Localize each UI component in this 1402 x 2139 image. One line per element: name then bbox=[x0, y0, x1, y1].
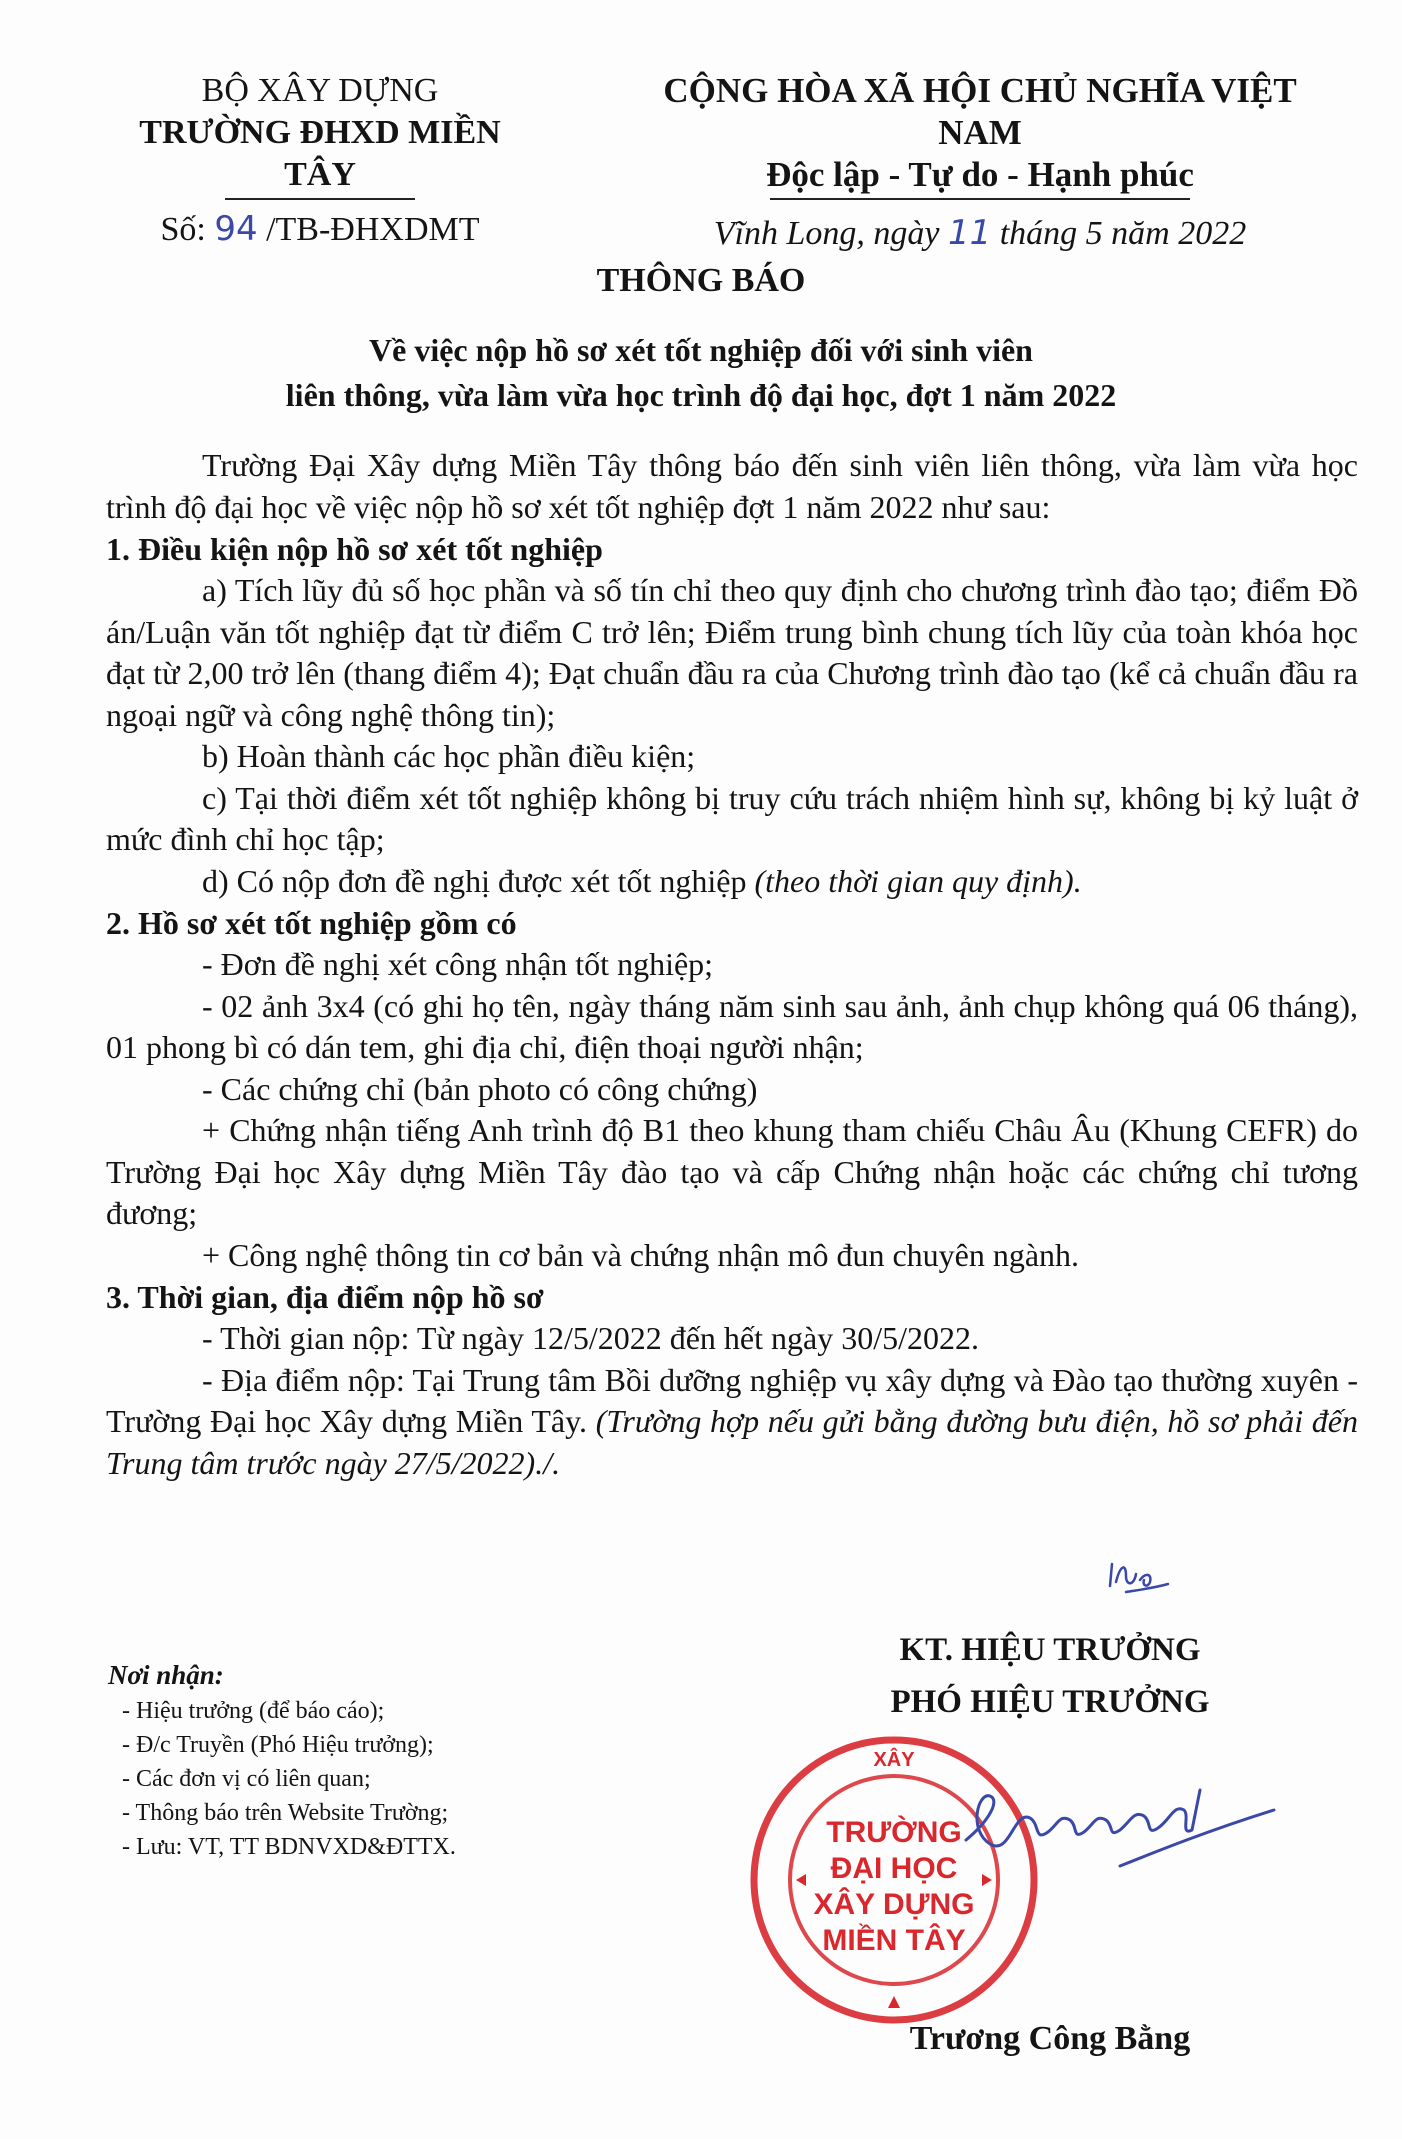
signatory-line-2: PHÓ HIỆU TRƯỞNG bbox=[890, 1684, 1210, 1720]
section-3-place-text: - Địa điểm nộp: Tại Trung tâm Bồi dưỡng nghiệp vụ xây dựng và Đào tạo thường xuyên - Trường Đại học Xây dựng Miền Tây. bbox=[106, 1361, 1358, 1439]
section-1-item-d-note: (theo thời gian quy định). bbox=[754, 862, 1082, 899]
seal-top-text: XÂY bbox=[873, 1749, 915, 1771]
signatory-title bbox=[820, 1624, 1280, 1728]
doc-number-handwritten: 94 bbox=[214, 209, 258, 249]
motto-underline bbox=[770, 198, 1190, 200]
national-header bbox=[620, 70, 1340, 255]
section-2-item-1: - Đơn đề nghị xét công nhận tốt nghiệp; bbox=[202, 946, 714, 982]
document-body bbox=[106, 445, 1358, 1484]
subtitle-line-1: Về việc nộp hồ sơ xét tốt nghiệp đối với sinh viên bbox=[369, 332, 1033, 368]
school-name: TRƯỜNG ĐHXD MIỀN TÂY bbox=[139, 114, 501, 193]
section-3-place-note: (Trường hợp nếu gửi bằng đường bưu điện, hồ sơ phải đến Trung tâm trước ngày 27/5/2022)./. bbox=[106, 1403, 1359, 1481]
doc-number-prefix: Số: bbox=[160, 211, 206, 248]
section-2-heading: 2. Hồ sơ xét tốt nghiệp gồm có bbox=[106, 905, 517, 941]
section-2-item-3a: + Chứng nhận tiếng Anh trình độ B1 theo khung tham chiếu Châu Âu (Khung CEFR) do Trường Đại học Xây dựng Miền Tây đào tạo và cấp Chứng nhận hoặc các chứng chỉ tương đương; bbox=[106, 1112, 1358, 1231]
signer-name: Trương Công Bằng bbox=[909, 2020, 1191, 2057]
document-subtitle bbox=[0, 328, 1402, 418]
date-suffix: tháng 5 năm 2022 bbox=[999, 215, 1247, 252]
recipients-block bbox=[108, 1658, 668, 1864]
doc-number-suffix: /TB-ĐHXDMT bbox=[266, 211, 480, 248]
document-number bbox=[100, 208, 540, 251]
recipients-heading: Nơi nhận: bbox=[108, 1660, 224, 1690]
handwritten-signature bbox=[960, 1770, 1280, 1890]
section-3-time: - Thời gian nộp: Từ ngày 12/5/2022 đến hết ngày 30/5/2022. bbox=[202, 1320, 979, 1356]
recipient-item: - Các đơn vị có liên quan; bbox=[122, 1766, 371, 1792]
school-underline bbox=[225, 198, 415, 200]
section-1-item-d bbox=[106, 861, 1358, 903]
document-title: THÔNG BÁO bbox=[596, 262, 806, 299]
ministry-name: BỘ XÂY DỰNG bbox=[201, 72, 439, 109]
section-2-item-3b: + Công nghệ thông tin cơ bản và chứng nhận mô đun chuyên ngành. bbox=[202, 1236, 1080, 1273]
handwritten-initials bbox=[1106, 1556, 1170, 1600]
date-day-handwritten: 11 bbox=[947, 213, 992, 253]
seal-text-line-3: XÂY DỰNG bbox=[813, 1888, 975, 1921]
recipient-item: - Thông báo trên Website Trường; bbox=[122, 1800, 449, 1826]
section-2-item-3: - Các chứng chỉ (bản photo có công chứng) bbox=[202, 1070, 758, 1107]
seal-text-line-4: MIỀN TÂY bbox=[822, 1924, 966, 1957]
issuer-header bbox=[100, 70, 540, 251]
signatory-line-1: KT. HIỆU TRƯỞNG bbox=[899, 1632, 1201, 1668]
section-3-heading: 3. Thời gian, địa điểm nộp hồ sơ bbox=[106, 1279, 544, 1315]
recipient-item: - Hiệu trưởng (để báo cáo); bbox=[122, 1698, 385, 1724]
seal-text-line-2: ĐẠI HỌC bbox=[830, 1852, 958, 1885]
section-3-place bbox=[106, 1360, 1358, 1485]
section-1-item-c: c) Tại thời điểm xét tốt nghiệp không bị truy cứu trách nhiệm hình sự, không bị kỷ luật ở mức đình chỉ học tập; bbox=[106, 779, 1358, 857]
nation-name: CỘNG HÒA XÃ HỘI CHỦ NGHĨA VIỆT NAM bbox=[663, 71, 1297, 152]
place-and-date bbox=[620, 212, 1340, 255]
section-1-heading: 1. Điều kiện nộp hồ sơ xét tốt nghiệp bbox=[106, 531, 603, 567]
recipient-item: - Lưu: VT, TT BDNVXD&ĐTTX. bbox=[122, 1834, 456, 1860]
date-prefix: Vĩnh Long, ngày bbox=[713, 215, 940, 252]
section-2-item-2: - 02 ảnh 3x4 (có ghi họ tên, ngày tháng năm sinh sau ảnh, ảnh chụp không quá 06 tháng), 01 phong bì có dán tem, ghi địa chỉ, điện thoại người nhận; bbox=[106, 987, 1358, 1065]
seal-text-line-1: TRƯỜNG bbox=[826, 1816, 962, 1849]
recipient-item: - Đ/c Truyền (Phó Hiệu trưởng); bbox=[122, 1732, 434, 1758]
section-1-item-d-text: d) Có nộp đơn đề nghị được xét tốt nghiệp bbox=[202, 862, 747, 899]
section-1-item-a: a) Tích lũy đủ số học phần và số tín chỉ theo quy định cho chương trình đào tạo; điểm Đồ án/Luận văn tốt nghiệp đạt từ điểm C trở lên; Điểm trung bình chung tích lũy của toàn khóa học đạt từ 2,00 trở lên (thang điểm 4); Đạt chuẩn đầu ra của Chương trình đào tạo (kể cả chuẩn đầu ra ngoại ngữ và công nghệ thông tin); bbox=[106, 572, 1358, 733]
national-motto: Độc lập - Tự do - Hạnh phúc bbox=[766, 155, 1194, 194]
intro-paragraph: Trường Đại Xây dựng Miền Tây thông báo đến sinh viên liên thông, vừa làm vừa học trình độ đại học về việc nộp hồ sơ xét tốt nghiệp đợt 1 năm 2022 như sau: bbox=[106, 447, 1358, 525]
section-1-item-b: b) Hoàn thành các học phần điều kiện; bbox=[202, 738, 696, 774]
subtitle-line-2: liên thông, vừa làm vừa học trình độ đại học, đợt 1 năm 2022 bbox=[285, 377, 1117, 413]
